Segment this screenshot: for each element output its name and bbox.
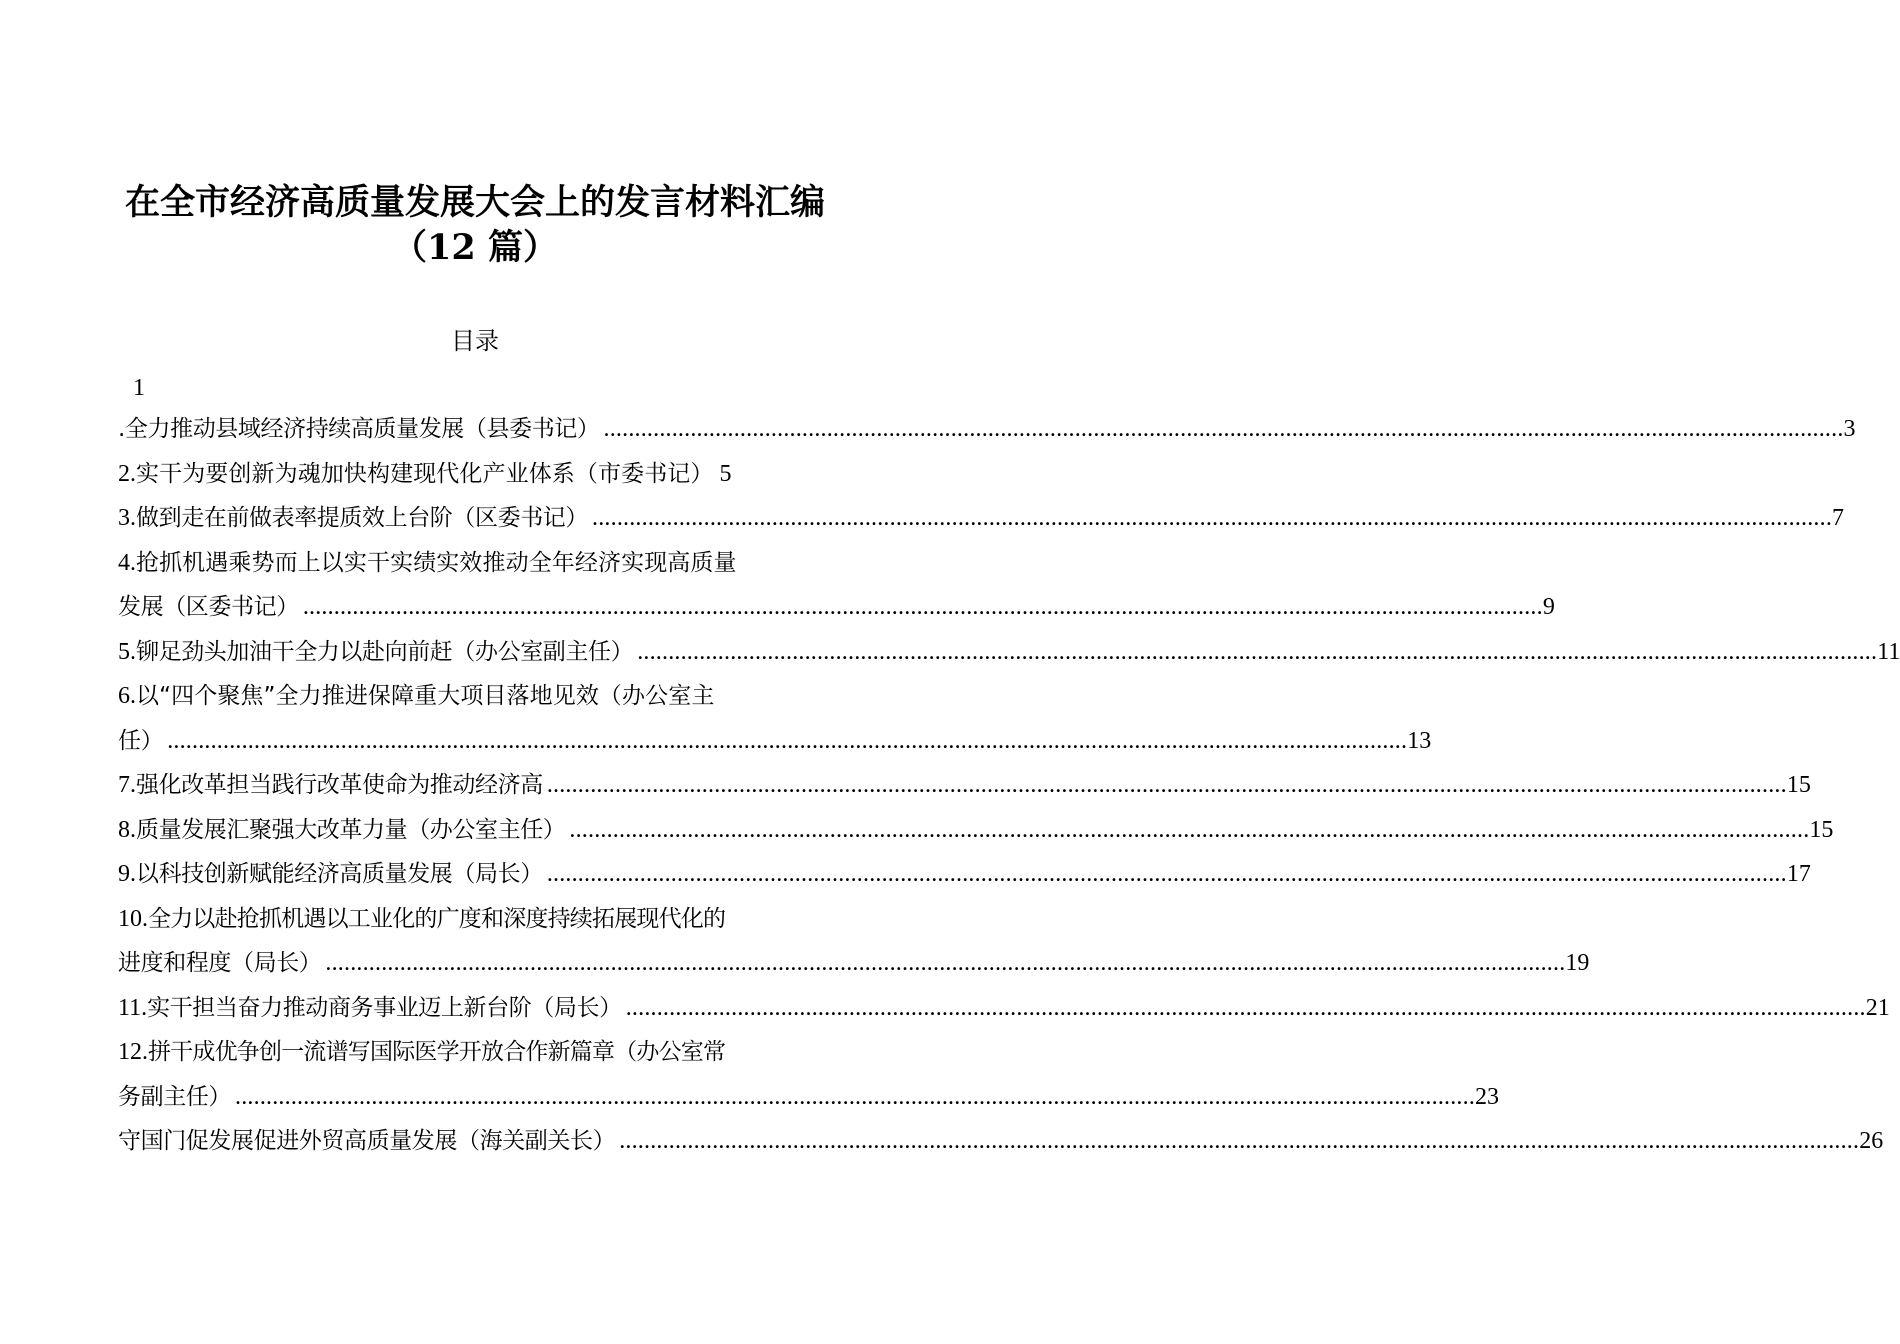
toc-entry-continuation[interactable] [118, 588, 1555, 633]
toc-entry-page: 9 [1542, 594, 1555, 620]
toc-leader: ........................................................................................................................................................................................................ [167, 727, 1408, 754]
toc-entry-title: 全力以赴抢抓机遇以工业化的广度和深度持续拓展现代化的 [148, 905, 726, 932]
toc-entry-number: 2. [118, 460, 136, 487]
toc-leader: ........................................................................................................................................................................................................ [325, 950, 1566, 976]
toc-entry-number: 12. [118, 1039, 148, 1065]
toc-entry-number: 4. [118, 549, 136, 576]
toc-entry-page: 19 [1565, 950, 1590, 976]
toc-entry-title: 守国门促发展促进外贸高质量发展（海关副关长） [118, 1128, 616, 1154]
toc-entry-page: 5 [719, 460, 732, 487]
toc-entry[interactable] [118, 1122, 1884, 1167]
toc-entry-number: 10. [118, 905, 148, 932]
toc-entry[interactable] [118, 544, 824, 589]
toc-entry-title: 实干担当奋力推动商务事业迈上新台阶（局长） [147, 994, 622, 1021]
table-of-contents [118, 410, 1900, 1167]
toc-entry-number: 9. [118, 861, 136, 887]
toc-entry-continuation[interactable] [118, 944, 1590, 989]
toc-entry[interactable] [118, 410, 1856, 455]
toc-entry[interactable] [118, 1033, 824, 1078]
toc-leader: ........................................................................................................................................................................................................ [625, 994, 1866, 1021]
toc-entry-page: 11 [1877, 638, 1900, 665]
toc-entry-number: 8. [118, 816, 136, 843]
toc-leader: ........................................................................................................................................................................................................ [619, 1128, 1860, 1154]
toc-entry[interactable] [118, 855, 1811, 900]
toc-entry-page: 15 [1786, 772, 1811, 798]
toc-leader: ........................................................................................................................................................................................................ [603, 416, 1844, 442]
toc-entry-page: 3 [1843, 416, 1856, 442]
toc-first-number: 1 [133, 375, 145, 401]
toc-leader: ........................................................................................................................................................................................................ [302, 594, 1543, 620]
toc-entry-number: 11. [118, 994, 148, 1021]
toc-entry-title: 务副主任） [118, 1083, 232, 1110]
toc-entry-number: 6. [118, 683, 136, 709]
toc-entry-number: 5. [118, 638, 136, 665]
toc-entry-title: 以科技创新赋能经济高质量发展（局长） [136, 861, 543, 887]
toc-heading: 目录 [451, 327, 499, 355]
toc-entry[interactable] [118, 677, 824, 722]
document-title: 在全市经济高质量发展大会上的发言材料汇编 [124, 182, 825, 223]
toc-entry-page: 23 [1475, 1083, 1500, 1110]
toc-entry-title: 抢抓机遇乘势而上以实干实绩实效推动全年经济实现高质量 [136, 549, 737, 576]
toc-entry[interactable] [118, 811, 1834, 856]
toc-entry-title: 拼干成优争创一流谱写国际医学开放合作新篇章（办公室常 [148, 1039, 726, 1065]
toc-entry-page: 21 [1865, 994, 1890, 1021]
toc-entry-title: 任） [118, 727, 164, 754]
toc-entry-page: 7 [1832, 505, 1845, 531]
toc-entry-page: 13 [1407, 727, 1432, 754]
toc-entry[interactable] [118, 455, 824, 500]
toc-entry-title: 质量发展汇聚强大改革力量（办公室主任） [136, 816, 566, 843]
toc-entry[interactable] [118, 766, 1811, 811]
toc-entry-number: 3. [118, 505, 136, 531]
toc-entry-page: 15 [1809, 816, 1834, 843]
toc-entry-page: 17 [1786, 861, 1811, 887]
toc-leader: ........................................................................................................................................................................................................ [546, 861, 1787, 887]
toc-leader: ........................................................................................................................................................................................................ [592, 505, 1833, 531]
document-subtitle: （12 篇） [392, 227, 558, 268]
toc-entry-page: 26 [1859, 1128, 1884, 1154]
toc-leader: ........................................................................................................................................................................................................ [637, 638, 1878, 665]
toc-leader: ........................................................................................................................................................................................................ [235, 1083, 1476, 1110]
toc-entry-continuation[interactable] [118, 1078, 1500, 1123]
toc-entry-title: 做到走在前做表率提质效上台阶（区委书记） [136, 505, 589, 531]
toc-entry-title: 强化改革担当践行改革使命为推动经济高 [136, 772, 543, 798]
toc-entry-title: 发展（区委书记） [118, 594, 299, 620]
toc-entry[interactable] [118, 900, 824, 945]
toc-leader: ........................................................................................................................................................................................................ [546, 772, 1787, 798]
toc-entry[interactable] [118, 499, 1845, 544]
toc-entry-title: .全力推动县域经济持续高质量发展（县委书记） [118, 416, 600, 442]
toc-entry-title: 实干为要创新为魂加快构建现代化产业体系（市委书记） [136, 460, 714, 487]
toc-entry-title: 进度和程度（局长） [118, 950, 322, 976]
toc-entry[interactable] [118, 989, 1890, 1034]
toc-entry[interactable] [118, 633, 1900, 678]
toc-entry-title: 以“四个聚焦”全力推进保障重大项目落地见效（办公室主 [136, 683, 715, 709]
toc-entry-continuation[interactable] [118, 722, 1432, 767]
toc-leader: ........................................................................................................................................................................................................ [569, 816, 1810, 843]
toc-entry-number: 7. [118, 772, 136, 798]
toc-entry-title: 铆足劲头加油干全力以赴向前赶（办公室副主任） [136, 638, 634, 665]
